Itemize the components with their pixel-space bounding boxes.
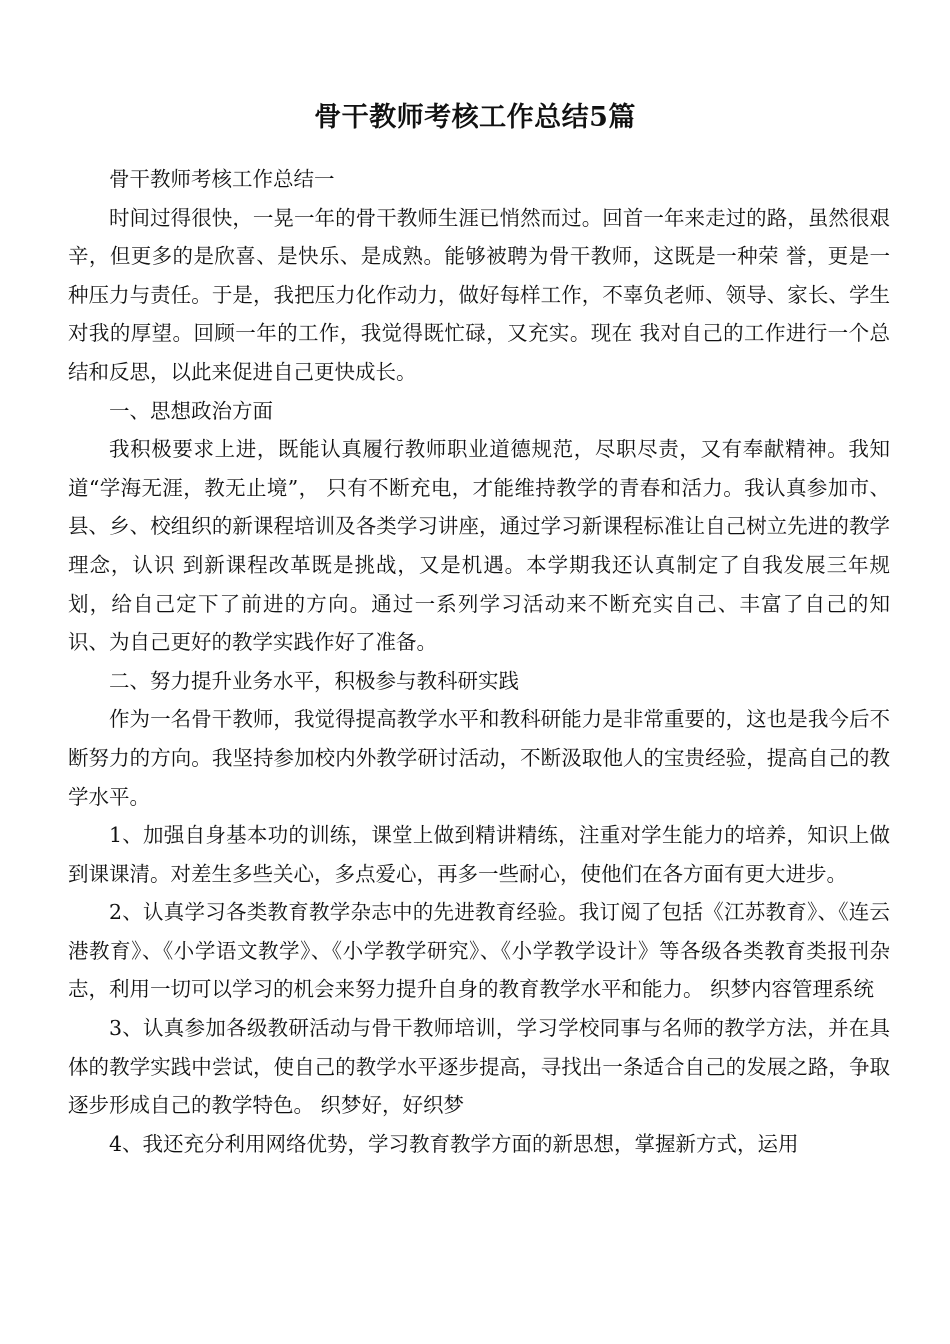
paragraph: 作为一名骨干教师，我觉得提高教学水平和教科研能力是非常重要的，这也是我今后不断努力的方向。我坚持参加校内外教学研讨活动，不断汲取他人的宝贵经验，提高自己的教学水平。 — [68, 707, 890, 809]
paragraph: 时间过得很快，一晃一年的骨干教师生涯已悄然而过。回首一年来走过的路，虽然很艰辛，但更多的是欣喜、是快乐、是成熟。能够被聘为骨干教师，这既是一种荣 誉，更是一种压力与责任。于是，我把压力化作动力，做好每样工作，不辜负老师、领导、家长、学生对我的厚望。回顾一年的工作，我觉得既忙碌，又充实。现在 我对自己的工作进行一个总结和反思，以此来促进自己更快成长。 — [68, 205, 890, 384]
document-body — [68, 160, 890, 1163]
list-item: 3、认真参加各级教研活动与骨干教师培训，学习学校同事与名师的教学方法，并在具体的教学实践中尝试，使自己的教学水平逐步提高，寻找出一条适合自己的发展之路，争取逐步形成自己的教学特色。 织梦好，好织梦 — [68, 1016, 890, 1118]
section-heading: 二、努力提升业务水平，积极参与教科研实践 — [109, 668, 519, 693]
section-heading: 骨干教师考核工作总结一 — [109, 167, 335, 191]
section-heading: 一、思想政治方面 — [109, 398, 273, 423]
list-item: 4、我还充分利用网络优势，学习教育教学方面的新思想，掌握新方式，运用 — [109, 1131, 799, 1156]
list-item: 1、加强自身基本功的训练，课堂上做到精讲精练，注重对学生能力的培养，知识上做到课课清。对差生多些关心，多点爱心，再多一些耐心，使他们在各方面有更大进步。 — [68, 823, 890, 886]
document-title: 骨干教师考核工作总结5篇 — [314, 102, 636, 133]
paragraph: 我积极要求上进，既能认真履行教师职业道德规范，尽职尽责，又有奉献精神。我知道“学海无涯，教无止境”， 只有不断充电，才能维持教学的青春和活力。我认真参加市、县、乡、校组织的新课程培训及各类学习讲座，通过学习新课程标准让自己树立先进的教学理念，认识 到新课程改革既是挑战，又是机遇。本学期我还认真制定了自我发展三年规划，给自己定下了前进的方向。通过一系列学习活动来不断充实自己、丰富了自己的知 识、为自己更好的教学实践作好了准备。 — [68, 437, 890, 655]
list-item: 2、认真学习各类教育教学杂志中的先进教育经验。我订阅了包括《江苏教育》、《连云港教育》、《小学语文教学》、《小学教学研究》、《小学教学设计》等各级各类教育类报刊杂志，利用一切可以学习的机会来努力提升自身的教育教学水平和能力。 织梦内容管理系统 — [68, 900, 890, 1002]
